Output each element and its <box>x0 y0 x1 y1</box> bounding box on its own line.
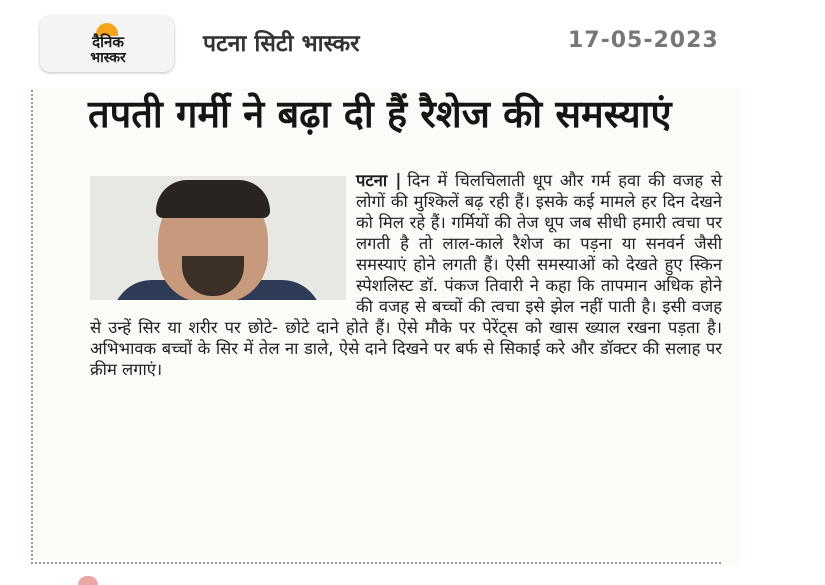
next-clipping-edge <box>78 576 98 585</box>
dainik-bhaskar-logo[interactable] <box>40 16 174 72</box>
doctor-photo <box>90 176 346 300</box>
header <box>0 0 825 88</box>
clipping-border-bottom <box>31 562 721 564</box>
edition-date: 17-05-2023 <box>568 28 719 53</box>
logo-text-line2: भास्कर <box>90 50 126 66</box>
edition-title: पटना सिटी भास्कर <box>203 31 360 57</box>
article-dateline: पटना | <box>356 171 402 190</box>
photo-hair <box>156 180 270 218</box>
article-headline: तपती गर्मी ने बढ़ा दी हैं रैशेज की समस्याएं <box>88 92 672 136</box>
logo-text-line1: दैनिक <box>92 33 124 51</box>
article-body <box>90 170 722 380</box>
article-body-text: दिन में चिलचिलाती धूप और गर्म हवा की वजह से लोगों की मुश्किलें बढ़ रही हैं। इसके कई मामले हर दिन देखने को मिल रहे हैं। गर्मियों की तेज धूप जब सीधी हमारी त्वचा पर लगती है तो लाल-काले रैशेज का पड़ना या सनवर्न जैसी समस्याएं होने लगती हैं। ऐसी समस्याओं को देखते हुए स्किन स्पेशलिस्ट डॉ. पंकज तिवारी ने कहा कि तापमान अधिक होने की वजह से बच्चों की त्वचा इसे झेल नहीं पाती है। इसी वजह से उन्हें सिर या शरीर पर छोटे- छोटे दाने होते हैं। ऐसे मौके पर पेरेंट्स को खास ख्याल रखना पड़ता है। अभिभावक बच्चों के सिर में तेल ना डाले, ऐसे दाने दिखने पर बर्फ से सिकाई करे और डॉक्टर की सलाह पर क्रीम लगाएं। <box>90 171 723 379</box>
clipping-border-left <box>31 90 33 560</box>
